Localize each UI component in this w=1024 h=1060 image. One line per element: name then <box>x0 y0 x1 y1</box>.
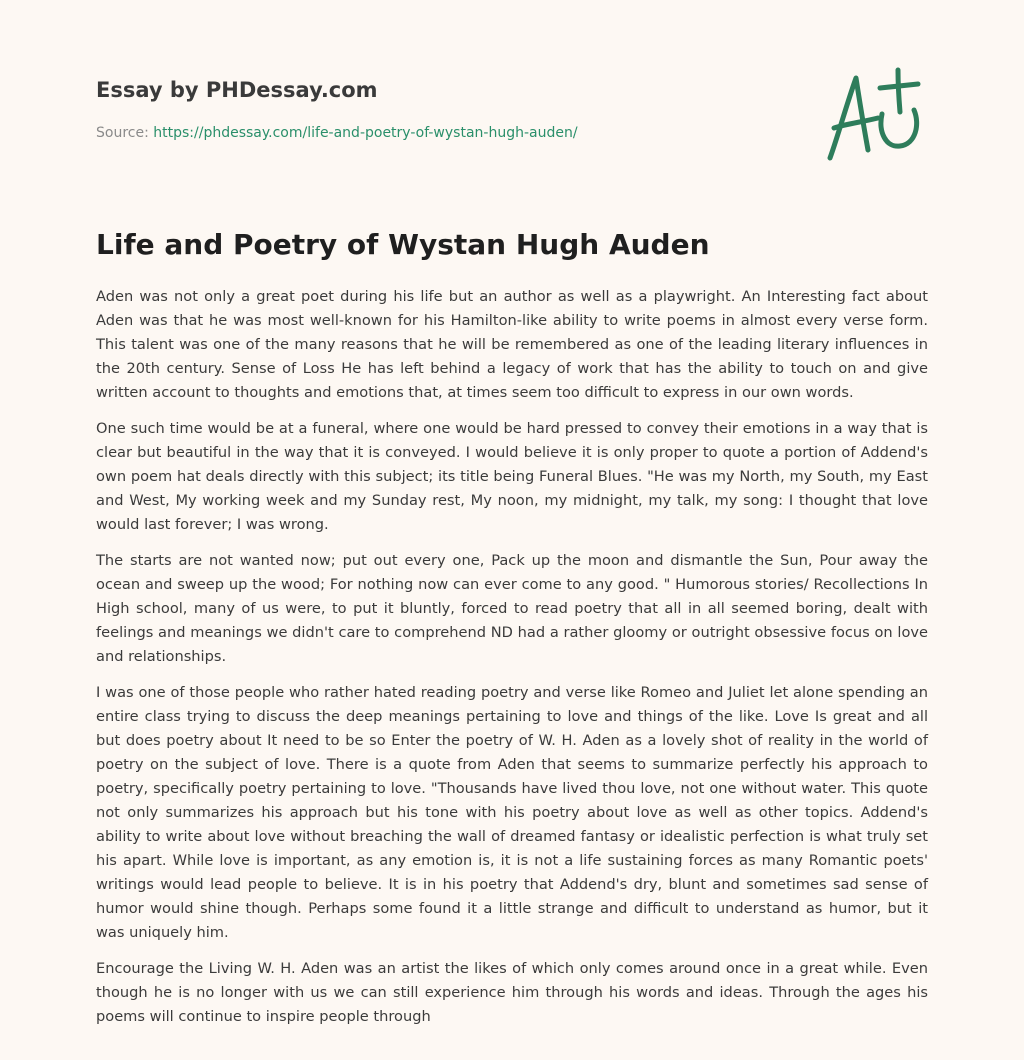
site-title: Essay by PHDessay.com <box>96 78 378 102</box>
a-plus-logo-icon <box>820 66 930 166</box>
source-line <box>96 123 796 143</box>
paragraph: I was one of those people who rather hated reading poetry and verse like Romeo and Juliet let alone spending an entire class trying to discuss the deep meanings pertaining to love and things of the like. Love Is great and all but does poetry about It need to be so Enter the poetry of W. H. Aden as a lovely shot of reality in the world of poetry on the subject of love. There is a quote from Aden that seems to summarize perfectly his approach to poetry, specifically poetry pertaining to love. "Thousands have lived thou love, not one without water. This quote not only summarizes his approach but his tone with his poetry about love as well as other topics. Addend's ability to write about love without breaching the wall of dreamed fantasy or idealistic perfection is what truly set his apart. While love is important, as any emotion is, it is not a life sustaining forces as many Romantic poets' writings would lead people to believe. It is in his poetry that Addend's dry, blunt and sometimes sad sense of humor would shine though. Perhaps some found it a little strange and difficult to understand as humor, but it was uniquely him. <box>96 684 928 941</box>
paragraph: One such time would be at a funeral, where one would be hard pressed to convey their emotions in a way that is clear but beautiful in the way that it is conveyed. I would believe it is only proper to quote a portion of Addend's own poem hat deals directly with this subject; its title being Funeral Blues. "He was my North, my South, my East and West, My working week and my Sunday rest, My noon, my midnight, my talk, my song: I thought that love would last forever; I was wrong. <box>96 420 928 533</box>
source-label: Source: <box>96 125 149 141</box>
page-header <box>96 74 796 143</box>
article-title: Life and Poetry of Wystan Hugh Auden <box>96 228 710 261</box>
source-link[interactable]: https://phdessay.com/life-and-poetry-of-wystan-hugh-auden/ <box>153 125 578 141</box>
paragraph: Encourage the Living W. H. Aden was an artist the likes of which only comes around once in a great while. Even though he is no longer with us we can still experience him through his words and ideas. Through the ages his poems will continue to inspire people through <box>96 960 928 1025</box>
paragraph: The starts are not wanted now; put out every one, Pack up the moon and dismantle the Sun, Pour away the ocean and sweep up the wood; For nothing now can ever come to any good. " Humorous stories/ Recollections In High school, many of us were, to put it bluntly, forced to read poetry that all in all seemed boring, dealt with feelings and meanings we didn't care to comprehend ND had a rather gloomy or outright obsessive focus on love and relationships. <box>96 552 928 665</box>
article-body <box>96 285 928 1041</box>
paragraph: Aden was not only a great poet during his life but an author as well as a playwright. An Interesting fact about Aden was that he was most well-known for his Hamilton-like ability to write poems in almost every verse form. This talent was one of the many reasons that he will be remembered as one of the leading literary influences in the 20th century. Sense of Loss He has left behind a legacy of work that has the ability to touch on and give written account to thoughts and emotions that, at times seem too difficult to express in our own words. <box>96 288 928 401</box>
a-plus-logo <box>820 66 930 166</box>
